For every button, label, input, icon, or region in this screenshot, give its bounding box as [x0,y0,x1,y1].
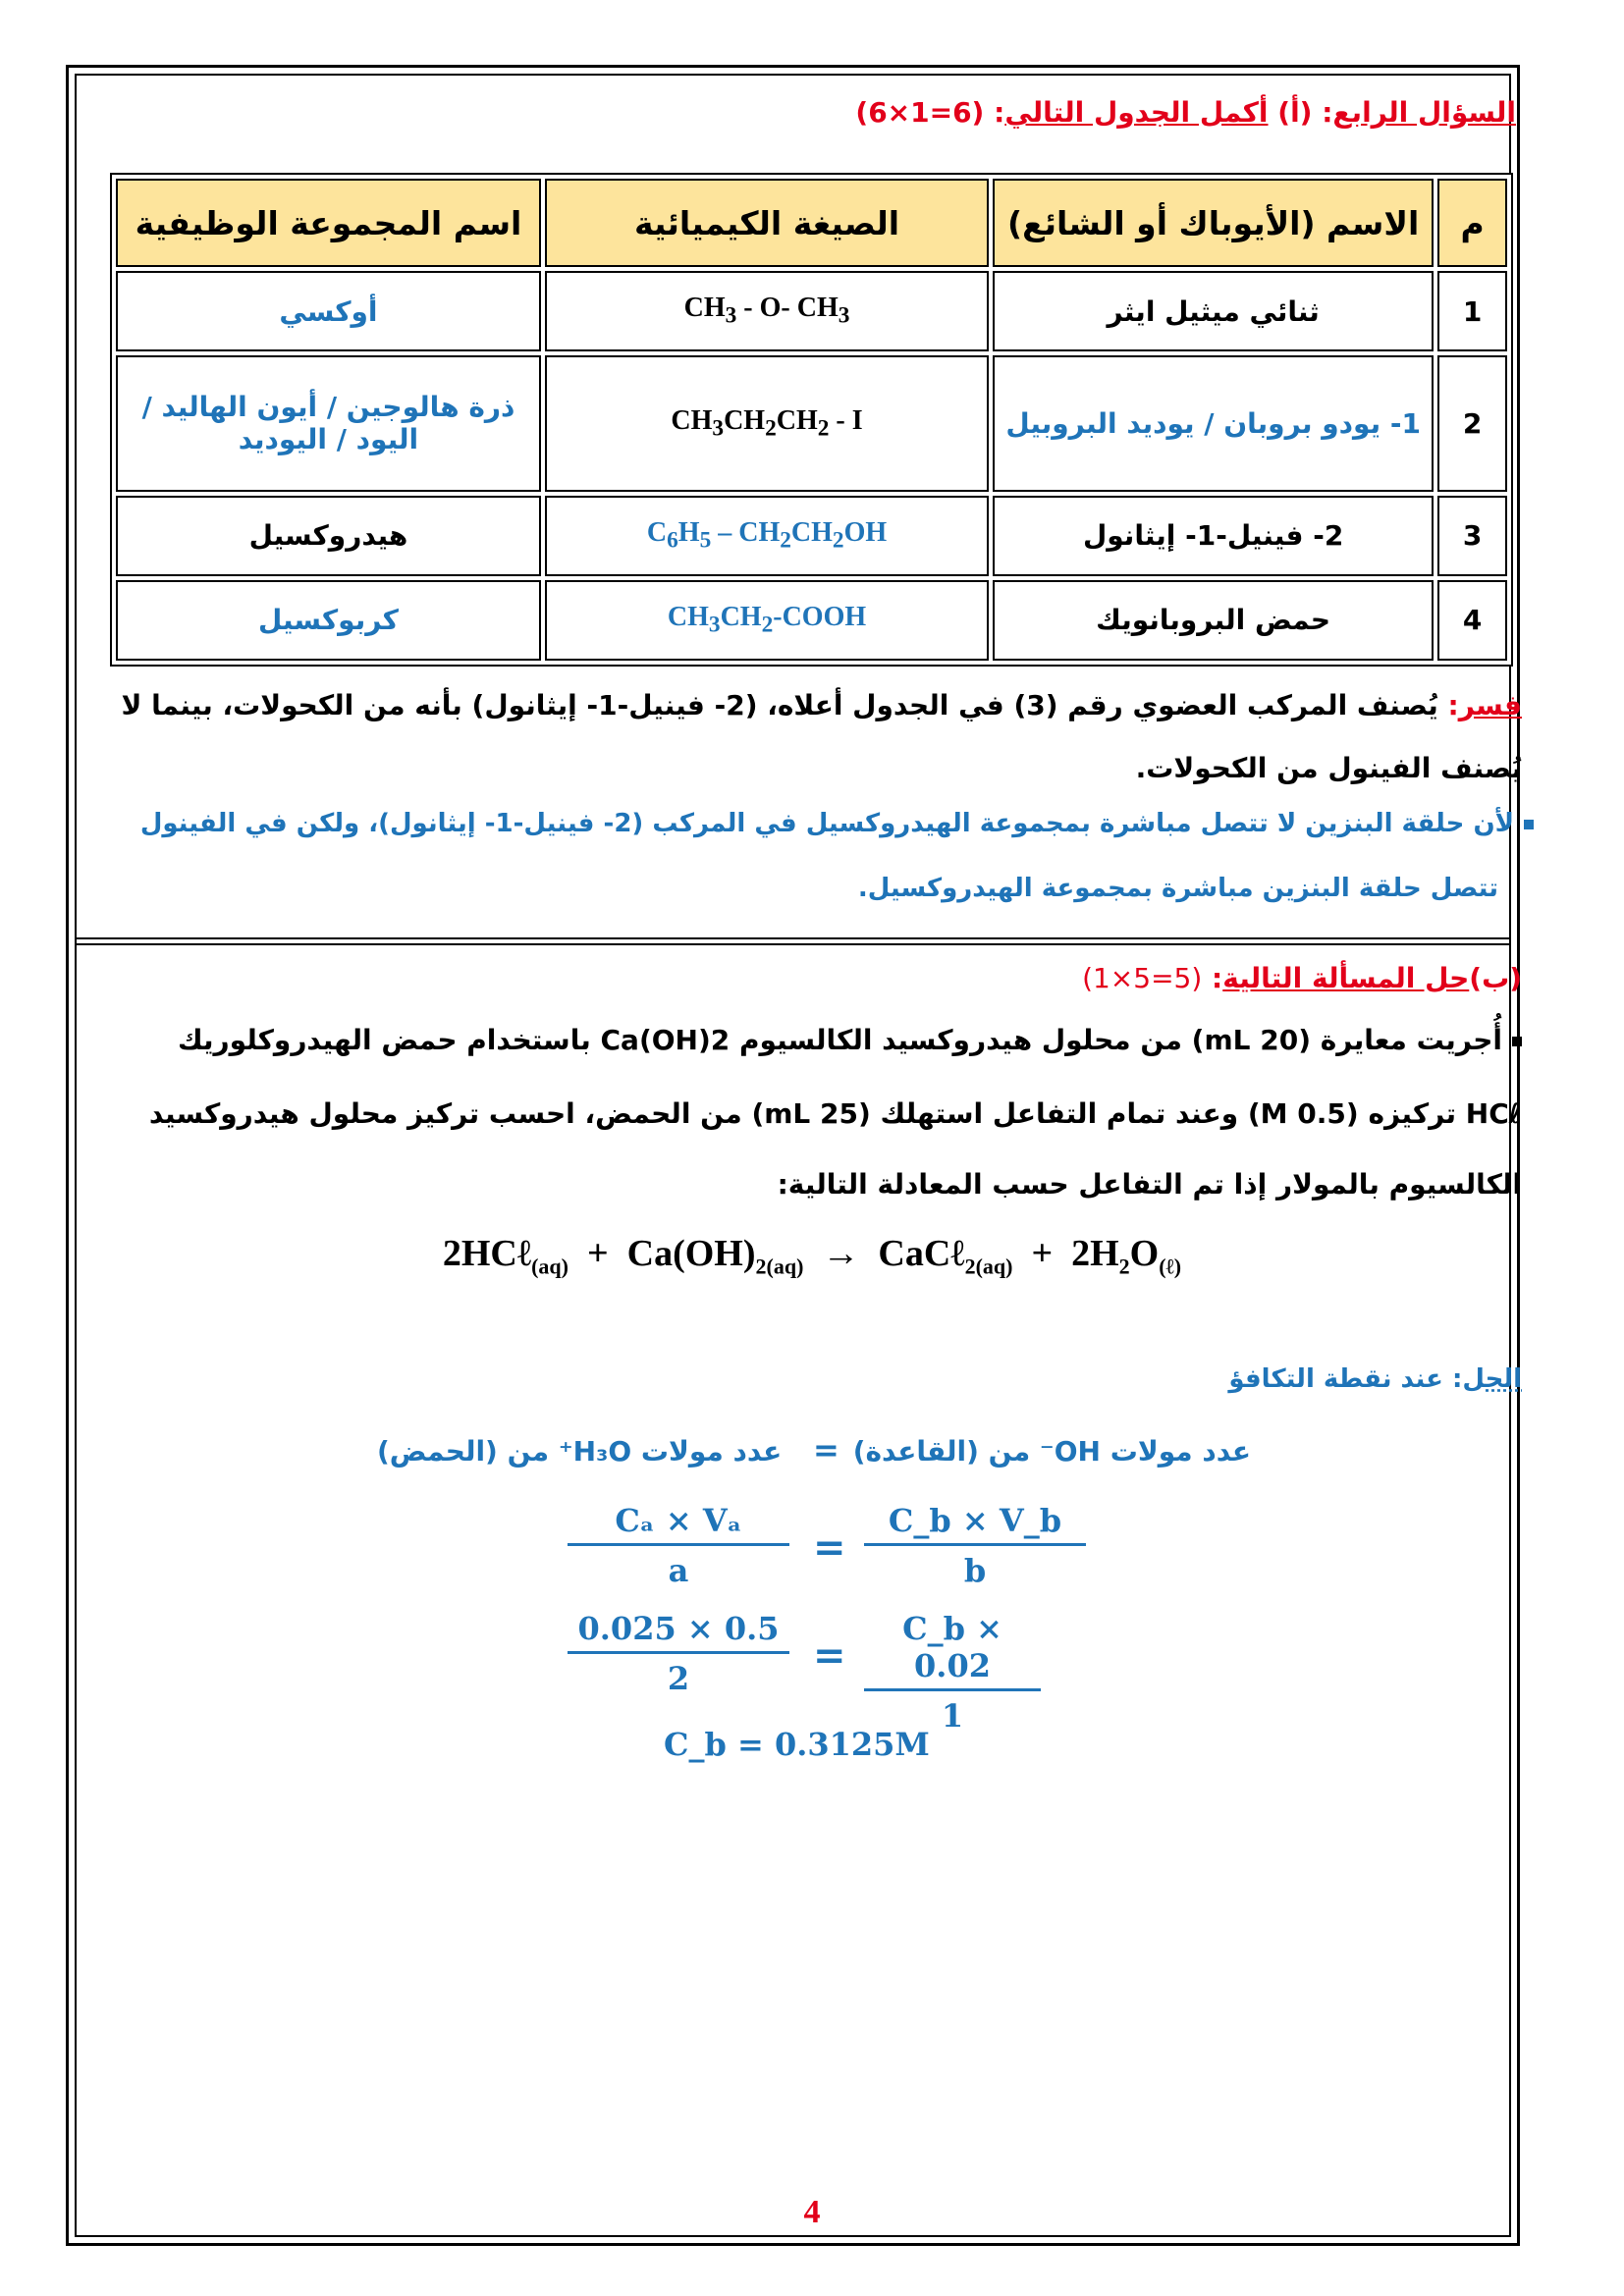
table-row [116,580,1507,661]
frac-den: 2 [667,1660,690,1697]
equals-sign: = [813,1524,846,1571]
row-num: 2 [1437,355,1507,491]
row-group: هيدروكسيل [116,496,541,576]
page-number: 4 [803,2194,821,2230]
row-group: أوكسي [116,271,541,351]
eq-cacl2: CaCℓ [878,1233,965,1274]
row-formula: $CH_3 - O-$ $CH_3$ [545,271,989,351]
part-b-heading: (ب)حل المسألة التالية: (1×5=5) [1082,962,1522,994]
mol-base-text: عدد مولات OH⁻ من (القاعدة) [852,1435,1251,1468]
problem-line2: HCℓ تركيزه (0.5 M) وعند تمام التفاعل استهلك (25 mL) من الحمض، احسب تركيز محلول هيدروكسيد [148,1097,1522,1130]
eq-state: (aq) [531,1254,568,1279]
eq-water-o: O [1129,1233,1160,1274]
bullet-icon [1524,820,1534,829]
header-num: م [1437,179,1507,267]
result: C_b = 0.3125M [664,1726,930,1763]
header-name: الاسم (الأيوباك أو الشائع) [993,179,1434,267]
eq-state: 2(aq) [964,1254,1013,1279]
question-title: السؤال الرابع [1332,96,1516,129]
mol-acid-text: عدد مولات H₃O⁺ من (الحمض) [377,1435,783,1468]
row-formula: $CH_3CH_2CH_2$ - I [545,355,989,491]
row-formula: $CH_3CH_2$-COOH [545,580,989,661]
arrow-icon: → [822,1233,860,1274]
solution-intro-text: عند نقطة التكافؤ [1228,1364,1443,1394]
fraction-acid-general [568,1502,789,1589]
frac-den: b [963,1552,987,1589]
eq-state: 2(aq) [755,1254,804,1279]
table-row [116,496,1507,576]
row-num: 3 [1437,496,1507,576]
fraction-base-general [864,1502,1086,1589]
row-formula: $C_6H_5 - CH_2CH_2OH$ [545,496,989,576]
row-name: حمض البروبانويك [993,580,1434,661]
row-name: 1- يودو بروبان / يوديد البروبيل [993,355,1434,491]
solution-intro: الحل: عند نقطة التكافؤ [1228,1364,1522,1394]
row-group-line2: اليود / اليوديد [238,423,419,456]
explain-text1: يُصنف المركب العضوي رقم (3) في الجدول أعلاه، (2- فينيل-1- إيثانول) بأنه من الكحولات، بينما لا [121,689,1438,721]
explain-line2: يُصنف الفينول من الكحولات. [1135,752,1522,784]
part-a-label: (أ) [1277,96,1313,129]
part-b-title: حل المسألة التالية [1222,962,1470,994]
part-b-label: (ب) [1469,962,1522,994]
question-heading: السؤال الرابع: (أ) أكمل الجدول التالي: (6×1=6) [855,96,1516,129]
solution-label: الحل [1462,1364,1522,1394]
row-num: 4 [1437,580,1507,661]
problem-text1: أُجريت معايرة (20 mL) من محلول هيدروكسيد الكالسيوم Ca(OH)2 باستخدام حمض الهيدروكلوريك [177,1024,1502,1056]
problem-line1 [178,1024,1522,1056]
row-group: كربوكسيل [116,580,541,661]
row-num: 1 [1437,271,1507,351]
frac-num: C_b × V_b [888,1502,1062,1539]
row-group-line1: ذرة هالوجين / أيون الهاليد / [141,391,515,424]
row-group [116,355,541,491]
explain-answer-text1: لأن حلقة البنزين لا تتصل مباشرة بمجموعة الهيدروكسيل في المركب (2- فينيل-1- إيثانول)، ولكن في الفينول [139,809,1514,838]
mol-equals: = [813,1431,839,1468]
frac-den: 1 [941,1697,964,1735]
chemistry-table [110,173,1513,667]
eq-sub: 2 [1118,1254,1130,1279]
question-instruction: أكمل الجدول التالي [1004,96,1269,129]
frac-num: 0.5 × 0.025 [577,1610,780,1647]
fraction-base-values [864,1610,1041,1735]
eq-state: (ℓ) [1159,1254,1182,1279]
table-header-row [116,179,1507,267]
explain-label: فسر [1458,689,1522,721]
table-row [116,355,1507,491]
bullet-icon [1512,1037,1522,1046]
fraction-acid-values [568,1610,789,1697]
row-name: ثنائي ميثيل ايثر [993,271,1434,351]
frac-num: C_b × 0.02 [902,1610,1002,1684]
reaction-equation: 2HCℓ$_{(aq)}$ + $Ca(OH)_{2(aq)}$ → CaCℓ$_{2(aq)}$ + $2H_2O_{(\ell)}$ [442,1233,1182,1279]
row-name: 2- فينيل-1- إيثانول [993,496,1434,576]
section-divider [75,943,1511,945]
header-formula: الصيغة الكيميائية [545,179,989,267]
part-b-score: (1×5=5) [1082,962,1203,994]
frac-den: a [668,1552,689,1589]
frac-num: Cₐ × Vₐ [615,1502,742,1539]
section-divider [75,937,1511,939]
explain-line1: فسر: يُصنف المركب العضوي رقم (3) في الجدول أعلاه، (2- فينيل-1- إيثانول) بأنه من الكحولات، بينما لا [121,689,1522,721]
table-row [116,271,1507,351]
equals-sign: = [813,1632,846,1679]
problem-line3: الكالسيوم بالمولار إذا تم التفاعل حسب المعادلة التالية: [777,1168,1522,1201]
eq-caoh2: Ca(OH) [626,1233,756,1274]
explain-answer-line2: تتصل حلقة البنزين مباشرة بمجموعة الهيدروكسيل. [857,874,1498,903]
header-group: اسم المجموعة الوظيفية [116,179,541,267]
explain-answer-line1 [140,809,1534,838]
question-score: (6×1=6) [855,96,985,129]
eq-water: 2H [1071,1233,1119,1274]
eq-hcl: 2HCℓ [442,1233,532,1274]
